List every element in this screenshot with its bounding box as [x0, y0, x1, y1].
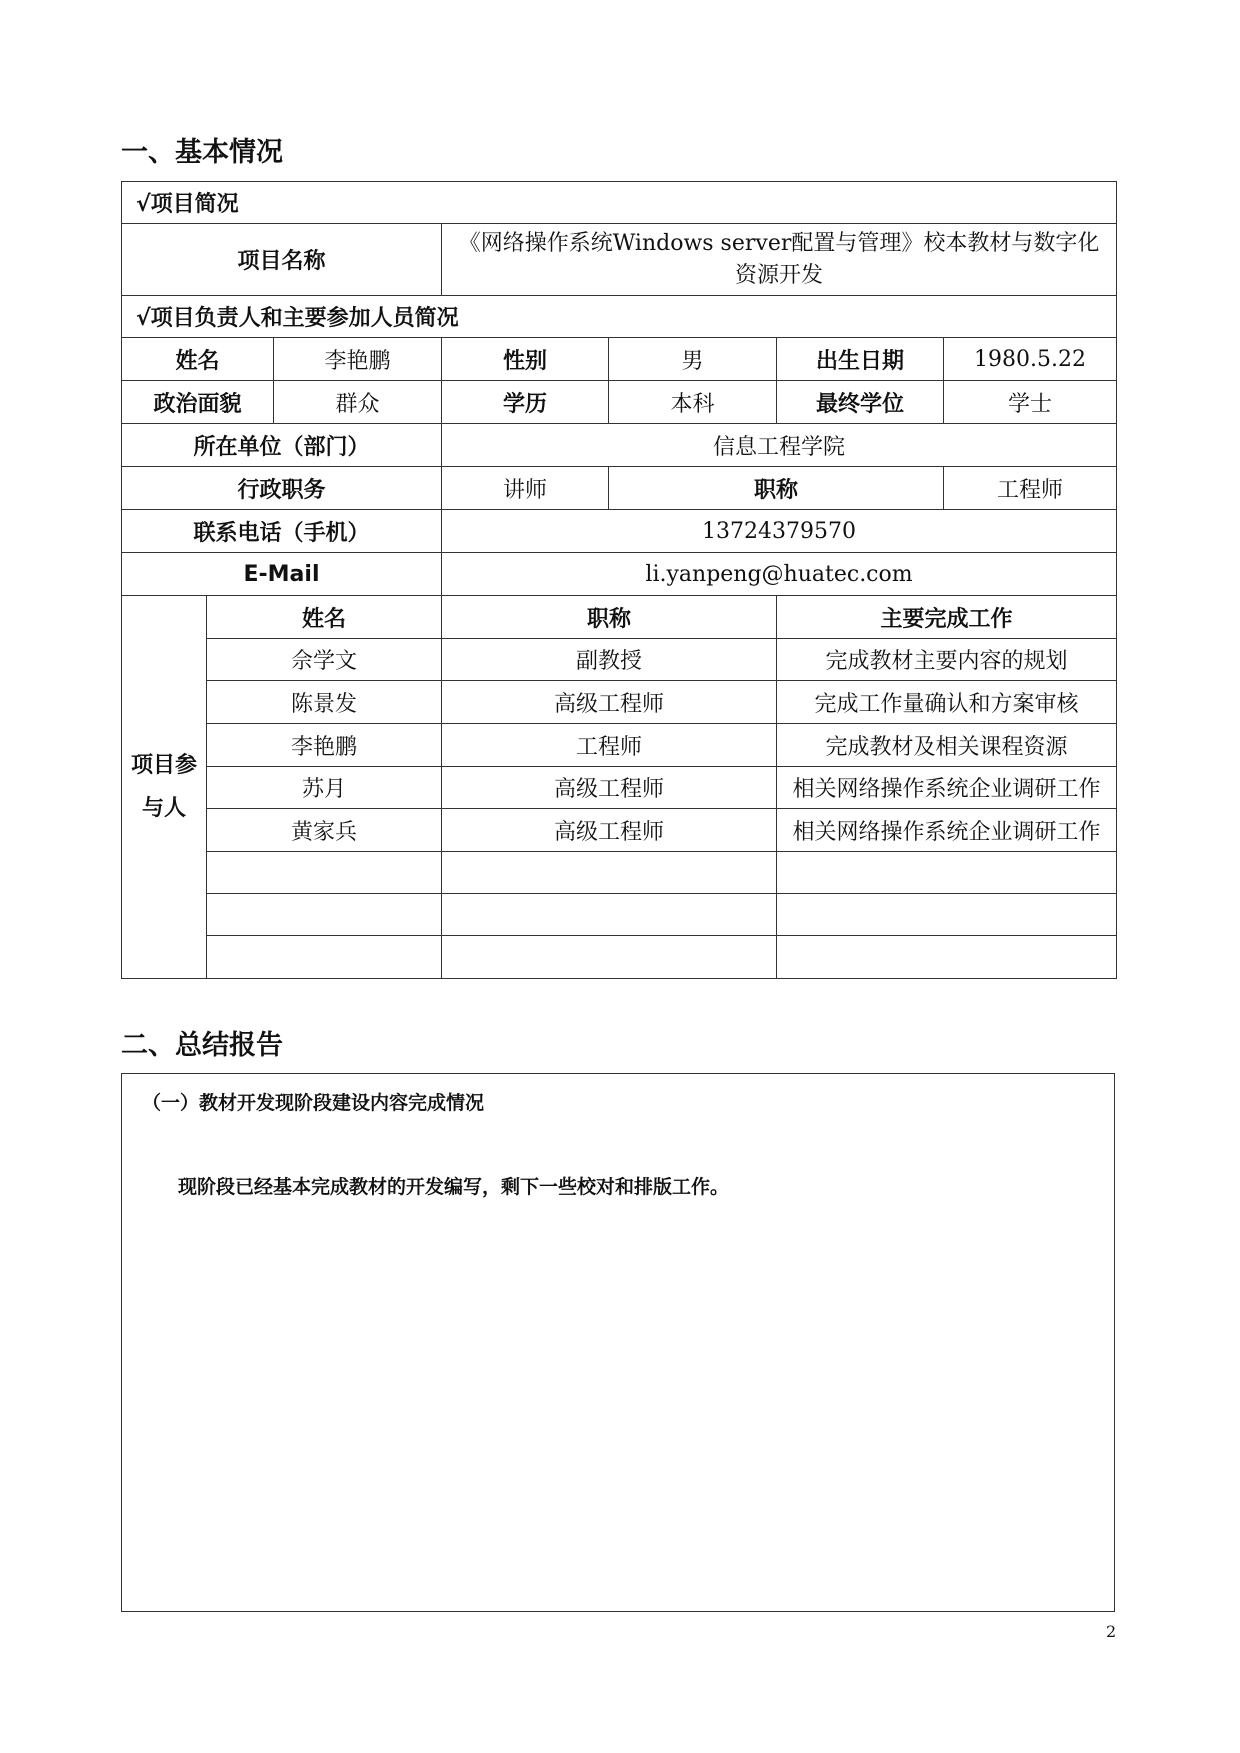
email-label: E-Mail — [122, 553, 442, 596]
participant-work: 完成教材及相关课程资源 — [777, 724, 1117, 767]
empty-row — [122, 936, 1117, 979]
participant-title: 高级工程师 — [442, 681, 777, 724]
project-name-label: 项目名称 — [122, 224, 442, 296]
education-value: 本科 — [609, 381, 777, 424]
gender-label: 性别 — [442, 338, 609, 381]
degree-value: 学士 — [944, 381, 1117, 424]
politics-value: 群众 — [274, 381, 442, 424]
unit-label: 所在单位（部门） — [122, 424, 442, 467]
section1-title: 一、基本情况 — [121, 137, 283, 168]
leader-info-header: √项目负责人和主要参加人员简况 — [122, 296, 1117, 338]
participant-name: 李艳鹏 — [207, 724, 442, 767]
summary-report-box — [121, 1073, 1115, 1612]
table-row — [122, 767, 1117, 809]
table-row — [122, 724, 1117, 767]
participant-title: 高级工程师 — [442, 809, 777, 852]
participant-title: 工程师 — [442, 724, 777, 767]
participant-name: 苏月 — [207, 767, 442, 809]
participant-name: 陈景发 — [207, 681, 442, 724]
participant-title: 副教授 — [442, 639, 777, 681]
participant-name: 佘学文 — [207, 639, 442, 681]
page-number: 2 — [1106, 1622, 1117, 1641]
post-label: 行政职务 — [122, 467, 442, 510]
birth-label: 出生日期 — [777, 338, 944, 381]
degree-label: 最终学位 — [777, 381, 944, 424]
title-value: 工程师 — [944, 467, 1117, 510]
empty-row — [122, 852, 1117, 894]
summary-paragraph: 现阶段已经基本完成教材的开发编写，剩下一些校对和排版工作。 — [178, 1176, 730, 1198]
participant-work: 相关网络操作系统企业调研工作 — [777, 767, 1117, 809]
title-label: 职称 — [609, 467, 944, 510]
participants-header-name: 姓名 — [207, 596, 442, 639]
email-value: li.yanpeng@huatec.com — [442, 553, 1117, 596]
participants-header-title: 职称 — [442, 596, 777, 639]
table-row — [122, 639, 1117, 681]
project-name-value: 《网络操作系统Windows server配置与管理》校本教材与数字化资源开发 — [442, 224, 1117, 296]
project-overview-header: √项目简况 — [122, 182, 1117, 224]
birth-value: 1980.5.22 — [944, 338, 1117, 381]
education-label: 学历 — [442, 381, 609, 424]
unit-value: 信息工程学院 — [442, 424, 1117, 467]
table-row — [122, 809, 1117, 852]
participants-group-label: 项目参与人 — [122, 596, 207, 979]
section2-title: 二、总结报告 — [121, 1030, 283, 1061]
gender-value: 男 — [609, 338, 777, 381]
participant-work: 完成教材主要内容的规划 — [777, 639, 1117, 681]
summary-subheading: （一）教材开发现阶段建设内容完成情况 — [142, 1092, 485, 1114]
phone-value: 13724379570 — [442, 510, 1117, 553]
participant-name: 黄家兵 — [207, 809, 442, 852]
participants-header-work: 主要完成工作 — [777, 596, 1117, 639]
politics-label: 政治面貌 — [122, 381, 274, 424]
table-row — [122, 681, 1117, 724]
leader-name-label: 姓名 — [122, 338, 274, 381]
participant-work: 相关网络操作系统企业调研工作 — [777, 809, 1117, 852]
participant-title: 高级工程师 — [442, 767, 777, 809]
empty-row — [122, 894, 1117, 936]
participant-work: 完成工作量确认和方案审核 — [777, 681, 1117, 724]
leader-name: 李艳鹏 — [274, 338, 442, 381]
basic-info-table — [121, 181, 1117, 979]
phone-label: 联系电话（手机） — [122, 510, 442, 553]
post-value: 讲师 — [442, 467, 609, 510]
